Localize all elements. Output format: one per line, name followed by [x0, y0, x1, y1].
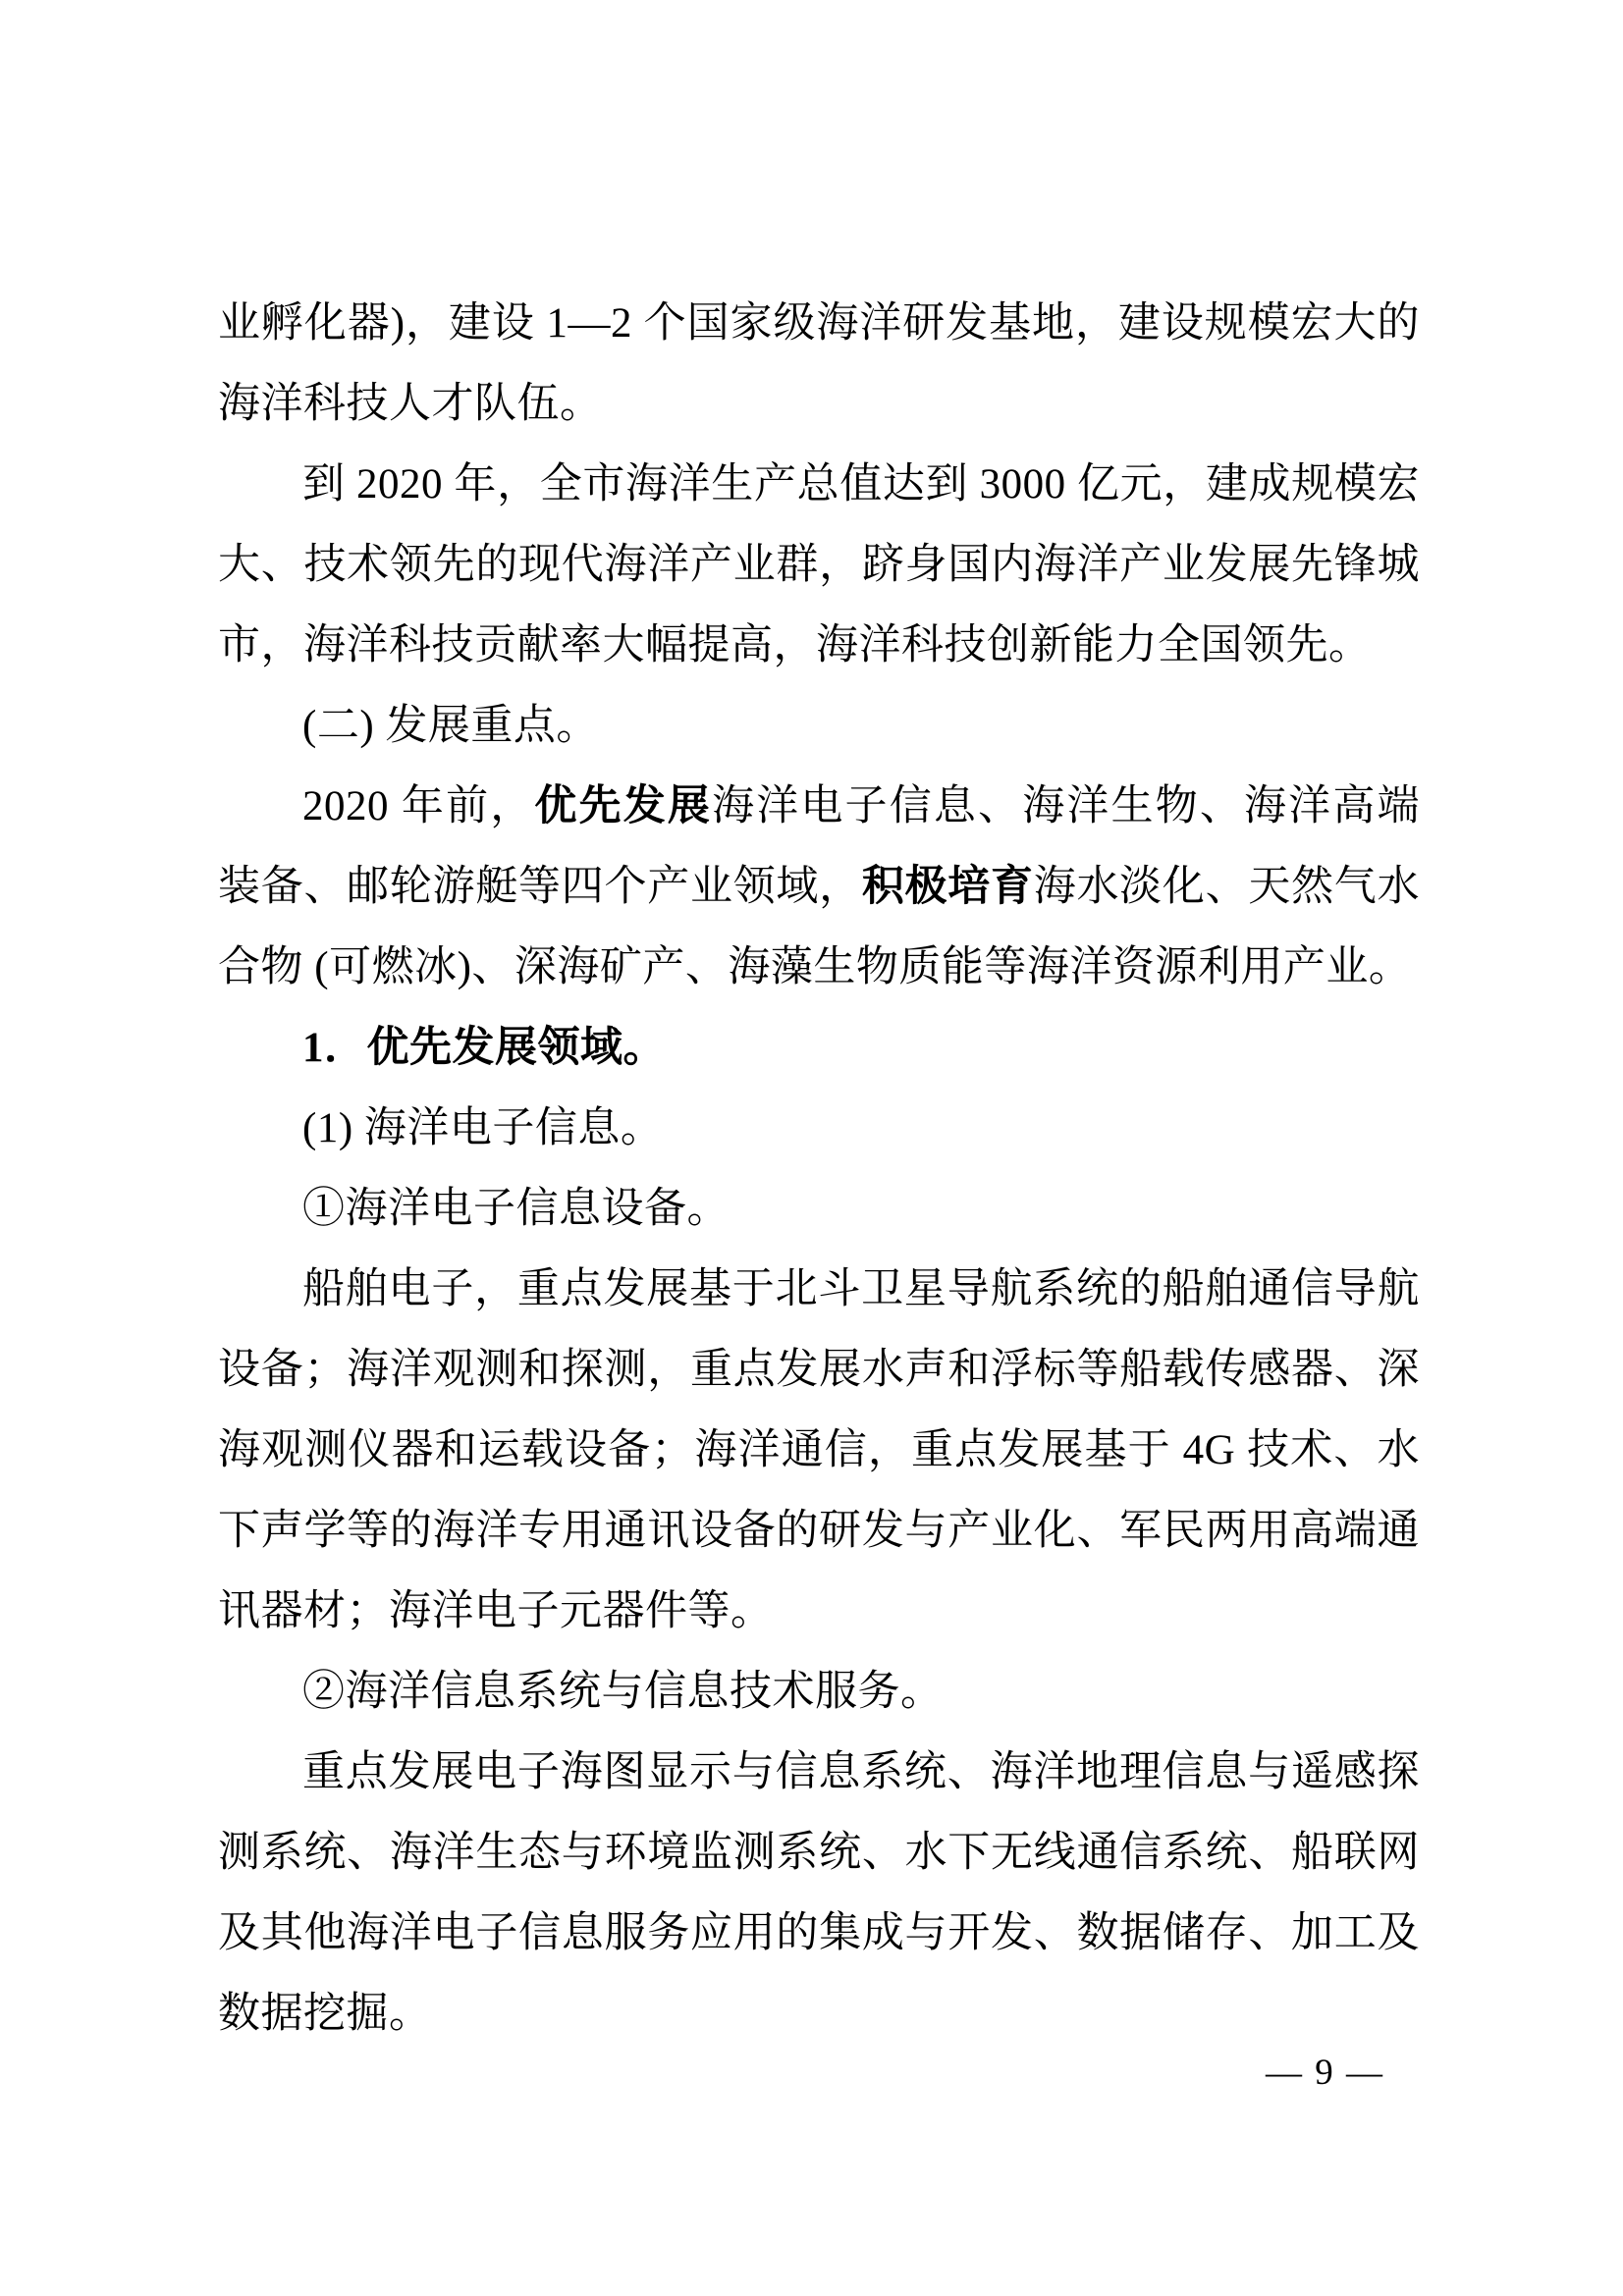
page-number: — 9 — [1266, 2053, 1384, 2093]
paragraph-information-systems-detail: 重点发展电子海图显示与信息系统、海洋地理信息与遥感探测系统、海洋生态与环境监测系统、水下无线通信系统、船联网及其他海洋电子信息服务应用的集成与开发、数据储存、加工及数据挖掘。 [218, 1749, 1420, 2037]
heading-marine-information-systems: ②海洋信息系统与信息技术服务。 [302, 1669, 944, 1715]
heading-priority-development-areas: 1．优先发展领域。 [302, 1025, 666, 1071]
bold-text-priority-develop: 优先发展 [534, 783, 713, 829]
heading-marine-electronic-information: (1) 海洋电子信息。 [302, 1105, 664, 1151]
text-segment-industry-list: 海洋电子信息、海洋生物、海洋高端装备、邮轮游艇等四个产业领域， [218, 783, 1421, 910]
text-segment-before-priority: 2020 年前， [302, 783, 535, 829]
heading-section-two-development-focus: (二) 发展重点。 [302, 703, 599, 749]
heading-marine-electronic-equipment: ①海洋电子信息设备。 [302, 1186, 730, 1232]
paragraph-ship-electronics-detail: 船舶电子，重点发展基于北斗卫星导航系统的船舶通信导航设备；海洋观测和探测，重点发展水声和浮标等船载传感器、深海观测仪器和运载设备；海洋通信，重点发展基于 4G 技术、水下声学等的海洋专用通讯设备的研发与产业化、军民两用高端通讯器材；海洋电子元器件等。 [218, 1266, 1420, 1634]
document-body [218, 284, 1420, 2055]
paragraph-2020-goal: 到 2020 年，全市海洋生产总值达到 3000 亿元，建成规模宏大、技术领先的现代海洋产业群，跻身国内海洋产业发展先锋城市，海洋科技贡献率大幅提高，海洋科技创新能力全国领先。 [218, 461, 1420, 668]
paragraph-industry-priorities [218, 767, 1420, 1008]
bold-text-actively-cultivate: 积极培育 [861, 864, 1034, 910]
paragraph-incubator-continuation: 业孵化器)，建设 1—2 个国家级海洋研发基地，建设规模宏大的海洋科技人才队伍。 [218, 300, 1420, 427]
text-segment-resource-industries: 海水淡化、天然气水合物 (可燃冰)、深海矿产、海藻生物质能等海洋资源利用产业。 [218, 864, 1421, 990]
